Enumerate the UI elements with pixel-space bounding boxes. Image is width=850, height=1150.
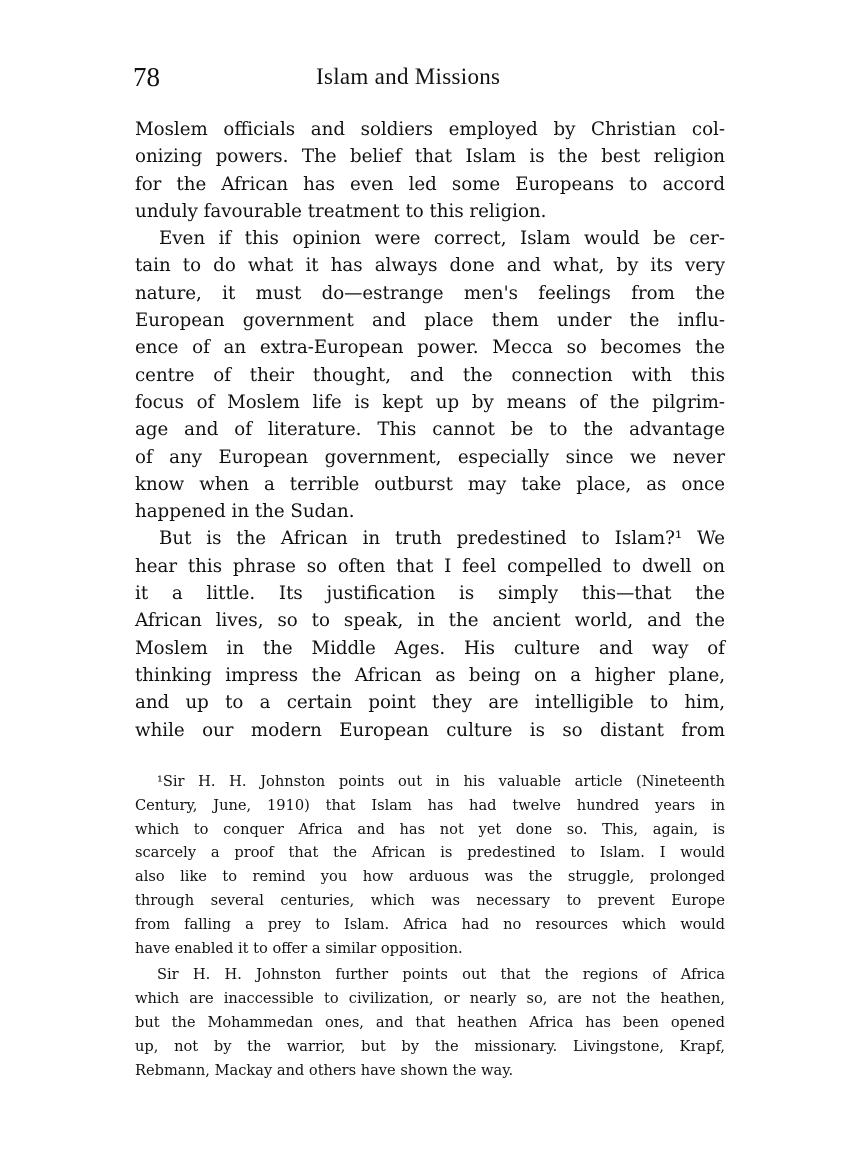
body-line: But is the African in truth predestined to Islam?¹ We <box>159 528 725 550</box>
footnote-line: but the Mohammedan ones, and that heathen Africa has been opened <box>135 1013 725 1031</box>
body-line: European government and place them under the influ- <box>135 310 725 332</box>
footnote-line: Century, June, 1910) that Islam has had twelve hundred years in <box>135 796 725 814</box>
body-line: and up to a certain point they are intelligible to him, <box>135 692 725 714</box>
footnote-line: through several centuries, which was necessary to prevent Europe <box>135 891 725 909</box>
body-line: thinking impress the African as being on a higher plane, <box>135 664 725 686</box>
body-line: for the African has even led some Europeans to accord <box>135 173 725 195</box>
body-text <box>135 116 725 744</box>
footnote-line: have enabled it to offer a similar opposition. <box>135 939 463 957</box>
footnote-line: also like to remind you how arduous was the struggle, prolonged <box>135 868 725 886</box>
body-line: onizing powers. The belief that Islam is the best religion <box>135 146 725 168</box>
footnote-line: Rebmann, Mackay and others have shown the way. <box>135 1061 514 1079</box>
body-line: of any European government, especially since we never <box>135 446 725 468</box>
page-number: 78 <box>133 62 160 92</box>
body-line: ence of an extra-European power. Mecca so becomes the <box>135 337 725 359</box>
body-line: hear this phrase so often that I feel compelled to dwell on <box>135 555 725 577</box>
page-header <box>133 62 723 102</box>
running-title: Islam and Missions <box>316 64 501 89</box>
body-line: know when a terrible outburst may take place, as once <box>135 473 725 495</box>
body-line: focus of Moslem life is kept up by means of the pilgrim- <box>135 391 725 413</box>
body-line: tain to do what it has always done and what, by its very <box>135 255 725 277</box>
body-line: nature, it must do—estrange men's feelings from the <box>135 282 725 304</box>
footnote-line: Sir H. H. Johnston further points out that the regions of Africa <box>157 966 725 984</box>
footnote-line: ¹Sir H. H. Johnston points out in his valuable article (Nineteenth <box>157 773 725 790</box>
footnote-line: which to conquer Africa and has not yet done so. This, again, is <box>135 820 725 838</box>
body-line: unduly favourable treatment to this religion. <box>135 200 547 222</box>
body-line: happened in the Sudan. <box>135 501 355 523</box>
body-line: age and of literature. This cannot be to the advantage <box>135 419 725 441</box>
footnote-line: from falling a prey to Islam. Africa had no resources which would <box>135 915 725 933</box>
footnote-line: scarcely a proof that the African is predestined to Islam. I would <box>135 844 725 862</box>
body-line: it a little. Its justification is simply this—that the <box>135 583 725 605</box>
body-line: African lives, so to speak, in the ancient world, and the <box>135 610 725 632</box>
body-line: Moslem officials and soldiers employed by Christian col- <box>135 119 725 140</box>
footnotes <box>135 770 725 1082</box>
body-line: while our modern European culture is so distant from <box>135 719 725 741</box>
footnote-line: up, not by the warrior, but by the missionary. Livingstone, Krapf, <box>135 1037 725 1055</box>
footnote-line: which are inaccessible to civilization, or nearly so, are not the heathen, <box>135 990 725 1008</box>
body-line: Even if this opinion were correct, Islam would be cer- <box>159 228 725 250</box>
body-line: centre of their thought, and the connection with this <box>135 364 725 386</box>
body-line: Moslem in the Middle Ages. His culture and way of <box>135 637 725 659</box>
